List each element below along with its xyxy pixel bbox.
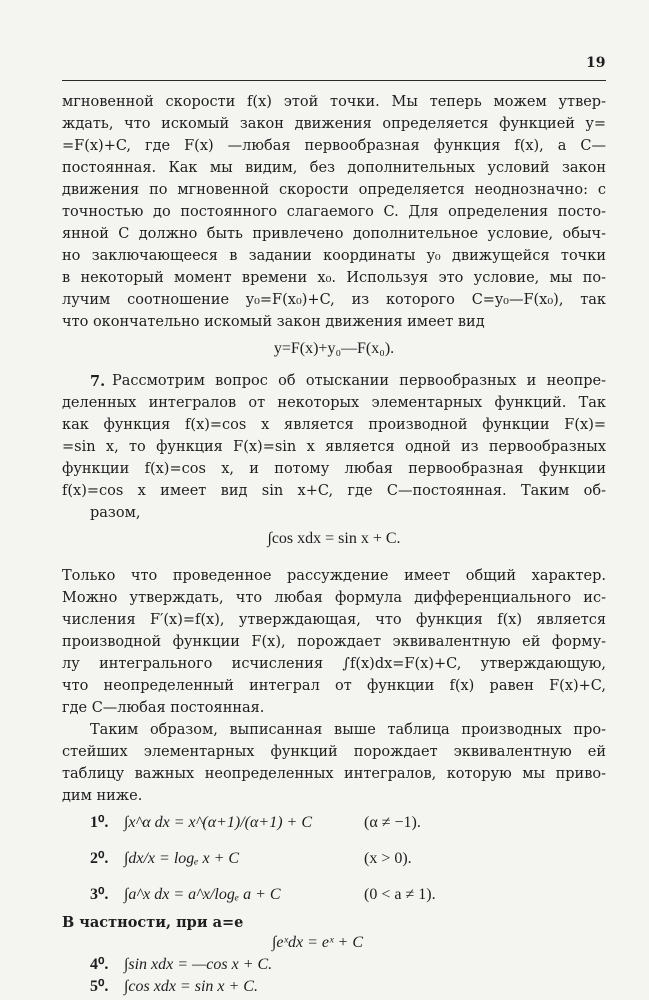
text-line: где C—любая постоянная. [62,700,265,716]
text-line: в некоторый момент времени x₀. Используя это условие, мы по- [62,270,606,286]
text-line: что неопределенный интеграл от функции f(x) равен F(x)+C, [62,678,606,694]
text-line: таблицу важных неопределенных интегралов, которую мы приво- [62,766,606,782]
text-line: лу интегрального исчисления ∫f(x)dx=F(x)+C, утверждающую, [62,656,606,672]
section-number: 7. [90,373,106,390]
text-line: производной функции F(x), порождает эквивалентную ей форму- [62,634,606,650]
formula-motion-law: y=F(x)+y₀—F(x₀). [273,340,395,357]
text-line: но заключающееся в задании координаты y₀ движущейся точки [62,248,606,264]
formula-cos: ∫cos xdx = sin x + C. [124,978,258,995]
formula-condition: (x > 0). [364,850,412,867]
formula-number: 3⁰. [90,886,109,903]
text-line: Таким образом, выписанная выше таблица производных про- [90,722,606,738]
text-line: мгновенной скорости f(x) этой точки. Мы теперь можем утвер- [62,94,606,110]
text-line: дим ниже. [62,788,143,804]
text-line: как функция f(x)=cos x является производной функции F(x)= [62,417,606,433]
in-particular-text: В частности, при a=e [62,914,244,931]
formula-sin: ∫sin xdx = —cos x + C. [124,956,273,973]
formula-number: 1⁰. [90,814,109,831]
text-line: янной C должно быть привлечено дополнительное условие, обыч- [62,226,606,242]
text-line: Только что проведенное рассуждение имеет общий характер. [62,568,606,584]
text-line: деленных интегралов от некоторых элементарных функций. Так [62,395,606,411]
formula-exponential: ∫a^x dx = a^x/logₑ a + C [124,886,281,903]
text-line: движения по мгновенной скорости определяется неоднозначно: с [62,182,606,198]
text-line: =F(x)+C, где F(x) —любая первообразная функция f(x), а C— [62,138,606,154]
page-number: 19 [586,55,606,71]
text-line: f(x)=cos x имеет вид sin x+C, где C—постоянная. Таким об- [62,483,606,499]
text-line: разом, [90,505,141,521]
text-line: числения F′(x)=f(x), утверждающая, что функция f(x) является [62,612,606,628]
text-line: Рассмотрим вопрос об отыскании первообразных и неопре- [112,373,606,389]
formula-power: ∫x^α dx = x^(α+1)/(α+1) + C [124,814,312,831]
formula-number: 2⁰. [90,850,109,867]
text-line: Можно утверждать, что любая формула дифференциального ис- [62,590,606,606]
formula-integral-cos: ∫cos xdx = sin x + C. [267,530,401,547]
formula-integral-exp: ∫eˣdx = eˣ + C [272,934,363,951]
header-rule [62,80,606,81]
formula-number: 5⁰. [90,978,109,995]
formula-condition: (α ≠ −1). [364,814,421,831]
formula-reciprocal: ∫dx/x = logₑ x + C [124,850,240,867]
text-line: функции f(x)=cos x, и потому любая первообразная функции [62,461,606,477]
text-line: стейших элементарных функций порождает эквивалентную ей [62,744,606,760]
text-line: постоянная. Как мы видим, без дополнительных условий закон [62,160,606,176]
text-line: ждать, что искомый закон движения определяется функцией y= [62,116,606,132]
formula-number: 4⁰. [90,956,109,973]
text-line: что окончательно искомый закон движения имеет вид [62,314,485,330]
text-line: точностью до постоянного слагаемого C. Для определения посто- [62,204,606,220]
formula-condition: (0 < a ≠ 1). [364,886,436,903]
text-line: =sin x, то функция F(x)=sin x является одной из первообразных [62,439,606,455]
text-line: лучим соотношение y₀=F(x₀)+C, из которого C=y₀—F(x₀), так [62,292,606,308]
